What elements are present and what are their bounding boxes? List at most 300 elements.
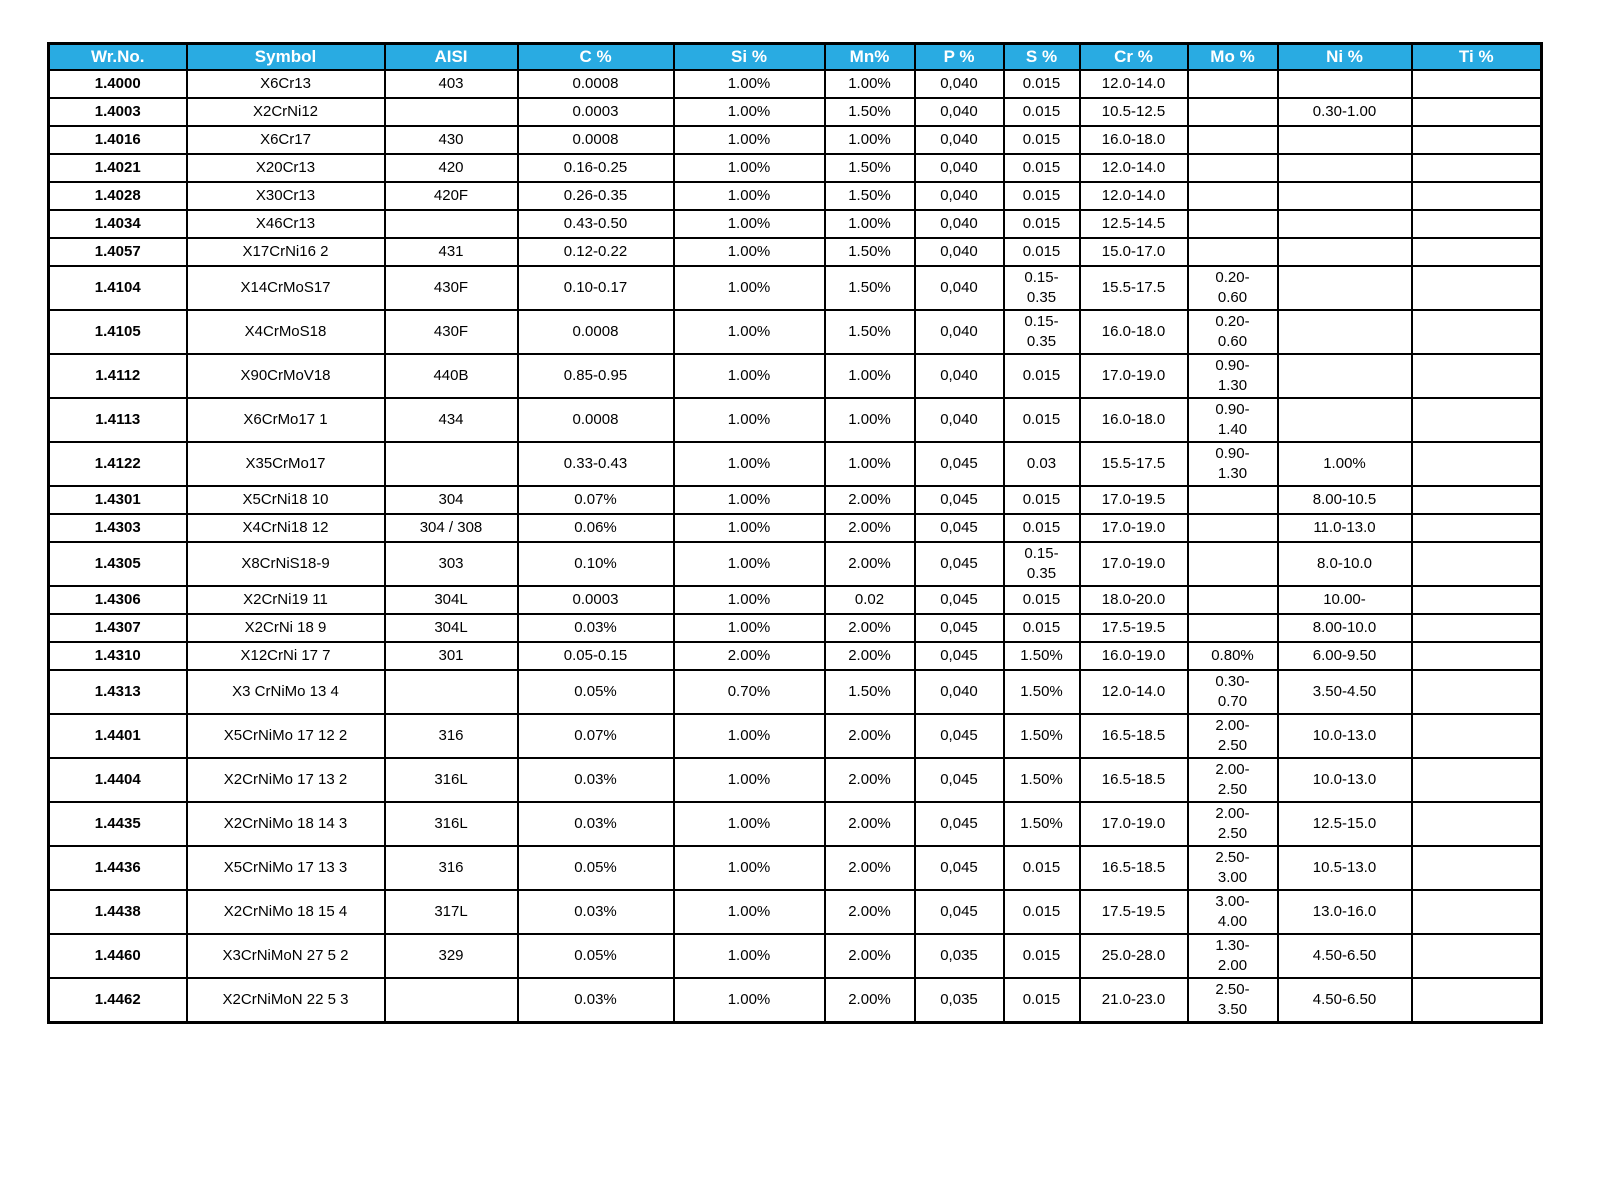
cell-mn: 1.50% (825, 266, 915, 310)
cell-ti (1412, 714, 1542, 758)
cell-mo (1188, 210, 1278, 238)
cell-symbol: X35CrMo17 (187, 442, 385, 486)
cell-ni: 10.0-13.0 (1278, 758, 1412, 802)
cell-aisi: 304L (385, 614, 518, 642)
cell-symbol: X2CrNiMo 18 14 3 (187, 802, 385, 846)
cell-ni (1278, 354, 1412, 398)
cell-si: 1.00% (674, 486, 825, 514)
cell-si: 1.00% (674, 310, 825, 354)
cell-cr: 10.5-12.5 (1080, 98, 1188, 126)
cell-symbol: X90CrMoV18 (187, 354, 385, 398)
cell-symbol: X4CrNi18 12 (187, 514, 385, 542)
column-header-ni: Ni % (1278, 44, 1412, 71)
cell-wr: 1.4460 (49, 934, 187, 978)
cell-c: 0.0008 (518, 398, 674, 442)
cell-c: 0.05% (518, 846, 674, 890)
cell-c: 0.0008 (518, 70, 674, 98)
cell-p: 0,045 (915, 442, 1004, 486)
column-header-mo: Mo % (1188, 44, 1278, 71)
cell-s: 0.015 (1004, 154, 1080, 182)
table-row (49, 802, 1542, 846)
cell-mn: 2.00% (825, 978, 915, 1023)
cell-p: 0,045 (915, 614, 1004, 642)
cell-s: 0.015 (1004, 210, 1080, 238)
cell-mo: 2.00- 2.50 (1188, 802, 1278, 846)
cell-ti (1412, 442, 1542, 486)
cell-wr: 1.4113 (49, 398, 187, 442)
cell-ni: 8.0-10.0 (1278, 542, 1412, 586)
cell-symbol: X6Cr13 (187, 70, 385, 98)
cell-aisi: 440B (385, 354, 518, 398)
cell-aisi (385, 978, 518, 1023)
cell-p: 0,040 (915, 310, 1004, 354)
cell-wr: 1.4401 (49, 714, 187, 758)
cell-si: 1.00% (674, 586, 825, 614)
column-header-cr: Cr % (1080, 44, 1188, 71)
cell-symbol: X5CrNiMo 17 12 2 (187, 714, 385, 758)
cell-mo (1188, 486, 1278, 514)
table-row (49, 98, 1542, 126)
cell-symbol: X4CrMoS18 (187, 310, 385, 354)
cell-cr: 17.0-19.0 (1080, 514, 1188, 542)
table-row (49, 642, 1542, 670)
cell-si: 1.00% (674, 126, 825, 154)
table-header-row (49, 44, 1542, 71)
cell-cr: 12.0-14.0 (1080, 182, 1188, 210)
cell-mo (1188, 586, 1278, 614)
cell-mo: 0.90- 1.30 (1188, 442, 1278, 486)
table-row (49, 846, 1542, 890)
cell-symbol: X17CrNi16 2 (187, 238, 385, 266)
cell-ni: 6.00-9.50 (1278, 642, 1412, 670)
cell-si: 0.70% (674, 670, 825, 714)
cell-mo: 3.00- 4.00 (1188, 890, 1278, 934)
cell-si: 1.00% (674, 934, 825, 978)
cell-aisi: 434 (385, 398, 518, 442)
table-row (49, 714, 1542, 758)
cell-p: 0,040 (915, 354, 1004, 398)
cell-mo: 2.50- 3.00 (1188, 846, 1278, 890)
cell-aisi: 420 (385, 154, 518, 182)
cell-p: 0,045 (915, 802, 1004, 846)
cell-p: 0,040 (915, 670, 1004, 714)
cell-aisi: 431 (385, 238, 518, 266)
cell-wr: 1.4122 (49, 442, 187, 486)
cell-aisi: 329 (385, 934, 518, 978)
cell-si: 1.00% (674, 398, 825, 442)
cell-cr: 12.0-14.0 (1080, 70, 1188, 98)
cell-p: 0,045 (915, 586, 1004, 614)
cell-s: 0.15- 0.35 (1004, 542, 1080, 586)
cell-p: 0,040 (915, 266, 1004, 310)
cell-aisi: 316L (385, 802, 518, 846)
cell-ni (1278, 266, 1412, 310)
cell-si: 1.00% (674, 514, 825, 542)
cell-c: 0.0003 (518, 586, 674, 614)
cell-c: 0.10% (518, 542, 674, 586)
cell-wr: 1.4057 (49, 238, 187, 266)
cell-ni: 0.30-1.00 (1278, 98, 1412, 126)
cell-p: 0,040 (915, 154, 1004, 182)
cell-si: 1.00% (674, 70, 825, 98)
cell-mn: 1.00% (825, 442, 915, 486)
cell-c: 0.33-0.43 (518, 442, 674, 486)
cell-p: 0,040 (915, 98, 1004, 126)
cell-aisi: 420F (385, 182, 518, 210)
cell-ti (1412, 890, 1542, 934)
cell-si: 1.00% (674, 614, 825, 642)
cell-cr: 15.5-17.5 (1080, 266, 1188, 310)
cell-wr: 1.4438 (49, 890, 187, 934)
cell-ni: 10.5-13.0 (1278, 846, 1412, 890)
cell-cr: 12.0-14.0 (1080, 154, 1188, 182)
cell-ni: 3.50-4.50 (1278, 670, 1412, 714)
cell-cr: 15.0-17.0 (1080, 238, 1188, 266)
cell-p: 0,040 (915, 238, 1004, 266)
table-row (49, 486, 1542, 514)
table-row (49, 670, 1542, 714)
cell-symbol: X12CrNi 17 7 (187, 642, 385, 670)
table-row (49, 890, 1542, 934)
cell-ti (1412, 154, 1542, 182)
cell-mo (1188, 514, 1278, 542)
cell-ti (1412, 542, 1542, 586)
cell-mn: 1.00% (825, 398, 915, 442)
cell-ti (1412, 210, 1542, 238)
cell-cr: 17.0-19.0 (1080, 354, 1188, 398)
cell-ti (1412, 70, 1542, 98)
steel-composition-table (47, 42, 1543, 1024)
cell-mn: 2.00% (825, 714, 915, 758)
cell-mo (1188, 238, 1278, 266)
cell-mo: 2.00- 2.50 (1188, 714, 1278, 758)
cell-si: 1.00% (674, 154, 825, 182)
cell-ni (1278, 126, 1412, 154)
column-header-aisi: AISI (385, 44, 518, 71)
cell-s: 0.015 (1004, 846, 1080, 890)
cell-mo: 0.90- 1.30 (1188, 354, 1278, 398)
cell-aisi (385, 670, 518, 714)
cell-p: 0,040 (915, 182, 1004, 210)
cell-ti (1412, 670, 1542, 714)
cell-s: 0.015 (1004, 586, 1080, 614)
cell-ni (1278, 154, 1412, 182)
cell-mo: 0.20- 0.60 (1188, 266, 1278, 310)
table-row (49, 70, 1542, 98)
cell-aisi (385, 98, 518, 126)
cell-cr: 25.0-28.0 (1080, 934, 1188, 978)
cell-ti (1412, 126, 1542, 154)
cell-symbol: X5CrNi18 10 (187, 486, 385, 514)
cell-mo: 0.90- 1.40 (1188, 398, 1278, 442)
cell-c: 0.16-0.25 (518, 154, 674, 182)
cell-aisi: 303 (385, 542, 518, 586)
cell-wr: 1.4305 (49, 542, 187, 586)
cell-mo (1188, 126, 1278, 154)
cell-ti (1412, 934, 1542, 978)
cell-symbol: X46Cr13 (187, 210, 385, 238)
cell-ni (1278, 210, 1412, 238)
table-row (49, 266, 1542, 310)
cell-si: 1.00% (674, 846, 825, 890)
cell-c: 0.0003 (518, 98, 674, 126)
cell-ti (1412, 266, 1542, 310)
cell-mn: 1.50% (825, 98, 915, 126)
cell-si: 1.00% (674, 542, 825, 586)
cell-p: 0,045 (915, 514, 1004, 542)
table-row (49, 758, 1542, 802)
cell-mo (1188, 154, 1278, 182)
cell-cr: 16.0-18.0 (1080, 398, 1188, 442)
cell-p: 0,045 (915, 758, 1004, 802)
cell-c: 0.26-0.35 (518, 182, 674, 210)
cell-mn: 1.00% (825, 70, 915, 98)
cell-c: 0.05-0.15 (518, 642, 674, 670)
cell-mn: 1.50% (825, 154, 915, 182)
cell-cr: 12.0-14.0 (1080, 670, 1188, 714)
cell-wr: 1.4034 (49, 210, 187, 238)
column-header-si: Si % (674, 44, 825, 71)
cell-si: 1.00% (674, 238, 825, 266)
cell-aisi (385, 442, 518, 486)
cell-mn: 1.00% (825, 354, 915, 398)
cell-mn: 2.00% (825, 514, 915, 542)
table-row (49, 354, 1542, 398)
cell-ti (1412, 846, 1542, 890)
cell-mo: 0.80% (1188, 642, 1278, 670)
cell-s: 0.15- 0.35 (1004, 310, 1080, 354)
cell-s: 0.015 (1004, 978, 1080, 1023)
cell-p: 0,040 (915, 126, 1004, 154)
cell-symbol: X2CrNi 18 9 (187, 614, 385, 642)
cell-aisi: 430F (385, 266, 518, 310)
cell-symbol: X3 CrNiMo 13 4 (187, 670, 385, 714)
cell-p: 0,045 (915, 890, 1004, 934)
cell-si: 1.00% (674, 714, 825, 758)
cell-cr: 12.5-14.5 (1080, 210, 1188, 238)
cell-mn: 2.00% (825, 890, 915, 934)
cell-cr: 16.0-18.0 (1080, 126, 1188, 154)
cell-c: 0.03% (518, 890, 674, 934)
cell-p: 0,040 (915, 70, 1004, 98)
cell-mo: 0.30- 0.70 (1188, 670, 1278, 714)
cell-wr: 1.4462 (49, 978, 187, 1023)
cell-cr: 16.5-18.5 (1080, 714, 1188, 758)
cell-symbol: X20Cr13 (187, 154, 385, 182)
cell-s: 1.50% (1004, 802, 1080, 846)
cell-wr: 1.4435 (49, 802, 187, 846)
table-row (49, 514, 1542, 542)
cell-c: 0.0008 (518, 310, 674, 354)
cell-s: 0.015 (1004, 486, 1080, 514)
cell-c: 0.43-0.50 (518, 210, 674, 238)
cell-mn: 1.50% (825, 670, 915, 714)
cell-symbol: X14CrMoS17 (187, 266, 385, 310)
cell-s: 0.015 (1004, 890, 1080, 934)
cell-ni: 13.0-16.0 (1278, 890, 1412, 934)
cell-s: 0.015 (1004, 126, 1080, 154)
cell-cr: 16.0-18.0 (1080, 310, 1188, 354)
cell-symbol: X8CrNiS18-9 (187, 542, 385, 586)
cell-aisi: 316 (385, 846, 518, 890)
cell-ni: 1.00% (1278, 442, 1412, 486)
cell-c: 0.06% (518, 514, 674, 542)
cell-s: 1.50% (1004, 670, 1080, 714)
cell-mn: 2.00% (825, 614, 915, 642)
cell-mn: 2.00% (825, 758, 915, 802)
cell-aisi: 304 (385, 486, 518, 514)
cell-mn: 1.00% (825, 210, 915, 238)
cell-wr: 1.4112 (49, 354, 187, 398)
cell-aisi: 403 (385, 70, 518, 98)
cell-s: 0.015 (1004, 354, 1080, 398)
cell-aisi: 430 (385, 126, 518, 154)
cell-mo (1188, 542, 1278, 586)
cell-ni (1278, 310, 1412, 354)
cell-p: 0,045 (915, 846, 1004, 890)
cell-mn: 2.00% (825, 642, 915, 670)
cell-c: 0.12-0.22 (518, 238, 674, 266)
cell-mn: 1.50% (825, 238, 915, 266)
cell-mn: 2.00% (825, 934, 915, 978)
cell-si: 1.00% (674, 758, 825, 802)
cell-mn: 2.00% (825, 802, 915, 846)
cell-p: 0,040 (915, 210, 1004, 238)
cell-aisi: 301 (385, 642, 518, 670)
column-header-p: P % (915, 44, 1004, 71)
cell-mo: 2.50- 3.50 (1188, 978, 1278, 1023)
cell-s: 1.50% (1004, 758, 1080, 802)
cell-ni (1278, 70, 1412, 98)
cell-p: 0,045 (915, 714, 1004, 758)
cell-aisi (385, 210, 518, 238)
cell-mn: 1.50% (825, 310, 915, 354)
cell-p: 0,035 (915, 934, 1004, 978)
cell-ti (1412, 758, 1542, 802)
cell-s: 0.015 (1004, 514, 1080, 542)
cell-si: 1.00% (674, 802, 825, 846)
cell-symbol: X2CrNiMoN 22 5 3 (187, 978, 385, 1023)
cell-mo (1188, 614, 1278, 642)
cell-si: 1.00% (674, 266, 825, 310)
table-row (49, 126, 1542, 154)
column-header-mn: Mn% (825, 44, 915, 71)
cell-ni: 10.00- (1278, 586, 1412, 614)
cell-ti (1412, 514, 1542, 542)
cell-wr: 1.4307 (49, 614, 187, 642)
table-row (49, 182, 1542, 210)
cell-mn: 2.00% (825, 486, 915, 514)
column-header-wr: Wr.No. (49, 44, 187, 71)
cell-s: 0.15- 0.35 (1004, 266, 1080, 310)
cell-si: 1.00% (674, 182, 825, 210)
cell-ti (1412, 978, 1542, 1023)
cell-cr: 18.0-20.0 (1080, 586, 1188, 614)
table-row (49, 934, 1542, 978)
cell-ti (1412, 486, 1542, 514)
cell-ni (1278, 182, 1412, 210)
table-row (49, 586, 1542, 614)
table-row (49, 978, 1542, 1023)
table-row (49, 442, 1542, 486)
column-header-symbol: Symbol (187, 44, 385, 71)
cell-ti (1412, 642, 1542, 670)
cell-c: 0.05% (518, 670, 674, 714)
cell-si: 1.00% (674, 890, 825, 934)
cell-aisi: 316 (385, 714, 518, 758)
cell-ni: 10.0-13.0 (1278, 714, 1412, 758)
cell-wr: 1.4003 (49, 98, 187, 126)
cell-s: 0.015 (1004, 614, 1080, 642)
cell-s: 0.015 (1004, 182, 1080, 210)
cell-mn: 2.00% (825, 542, 915, 586)
cell-si: 2.00% (674, 642, 825, 670)
cell-s: 0.015 (1004, 398, 1080, 442)
cell-cr: 16.0-19.0 (1080, 642, 1188, 670)
cell-ti (1412, 238, 1542, 266)
cell-cr: 17.5-19.5 (1080, 890, 1188, 934)
table-row (49, 398, 1542, 442)
cell-mo: 1.30- 2.00 (1188, 934, 1278, 978)
cell-symbol: X6CrMo17 1 (187, 398, 385, 442)
cell-symbol: X30Cr13 (187, 182, 385, 210)
cell-c: 0.03% (518, 802, 674, 846)
cell-ti (1412, 398, 1542, 442)
cell-c: 0.07% (518, 714, 674, 758)
cell-s: 0.015 (1004, 238, 1080, 266)
column-header-ti: Ti % (1412, 44, 1542, 71)
cell-si: 1.00% (674, 442, 825, 486)
cell-c: 0.10-0.17 (518, 266, 674, 310)
cell-mn: 2.00% (825, 846, 915, 890)
cell-ni (1278, 238, 1412, 266)
cell-cr: 16.5-18.5 (1080, 846, 1188, 890)
cell-ni: 11.0-13.0 (1278, 514, 1412, 542)
cell-aisi: 304L (385, 586, 518, 614)
cell-symbol: X2CrNi19 11 (187, 586, 385, 614)
cell-wr: 1.4313 (49, 670, 187, 714)
cell-ti (1412, 98, 1542, 126)
cell-p: 0,045 (915, 542, 1004, 586)
cell-s: 0.03 (1004, 442, 1080, 486)
column-header-s: S % (1004, 44, 1080, 71)
cell-wr: 1.4021 (49, 154, 187, 182)
cell-c: 0.05% (518, 934, 674, 978)
cell-ni: 8.00-10.0 (1278, 614, 1412, 642)
cell-mn: 0.02 (825, 586, 915, 614)
cell-ti (1412, 586, 1542, 614)
cell-symbol: X2CrNiMo 17 13 2 (187, 758, 385, 802)
cell-p: 0,045 (915, 642, 1004, 670)
cell-si: 1.00% (674, 354, 825, 398)
cell-wr: 1.4105 (49, 310, 187, 354)
cell-si: 1.00% (674, 98, 825, 126)
cell-wr: 1.4404 (49, 758, 187, 802)
cell-aisi: 430F (385, 310, 518, 354)
cell-ni: 4.50-6.50 (1278, 934, 1412, 978)
cell-c: 0.85-0.95 (518, 354, 674, 398)
cell-c: 0.03% (518, 758, 674, 802)
cell-c: 0.07% (518, 486, 674, 514)
cell-mo: 2.00- 2.50 (1188, 758, 1278, 802)
cell-ni: 4.50-6.50 (1278, 978, 1412, 1023)
cell-s: 0.015 (1004, 934, 1080, 978)
cell-s: 1.50% (1004, 714, 1080, 758)
cell-ti (1412, 182, 1542, 210)
cell-c: 0.0008 (518, 126, 674, 154)
cell-cr: 17.0-19.0 (1080, 542, 1188, 586)
cell-ni (1278, 398, 1412, 442)
